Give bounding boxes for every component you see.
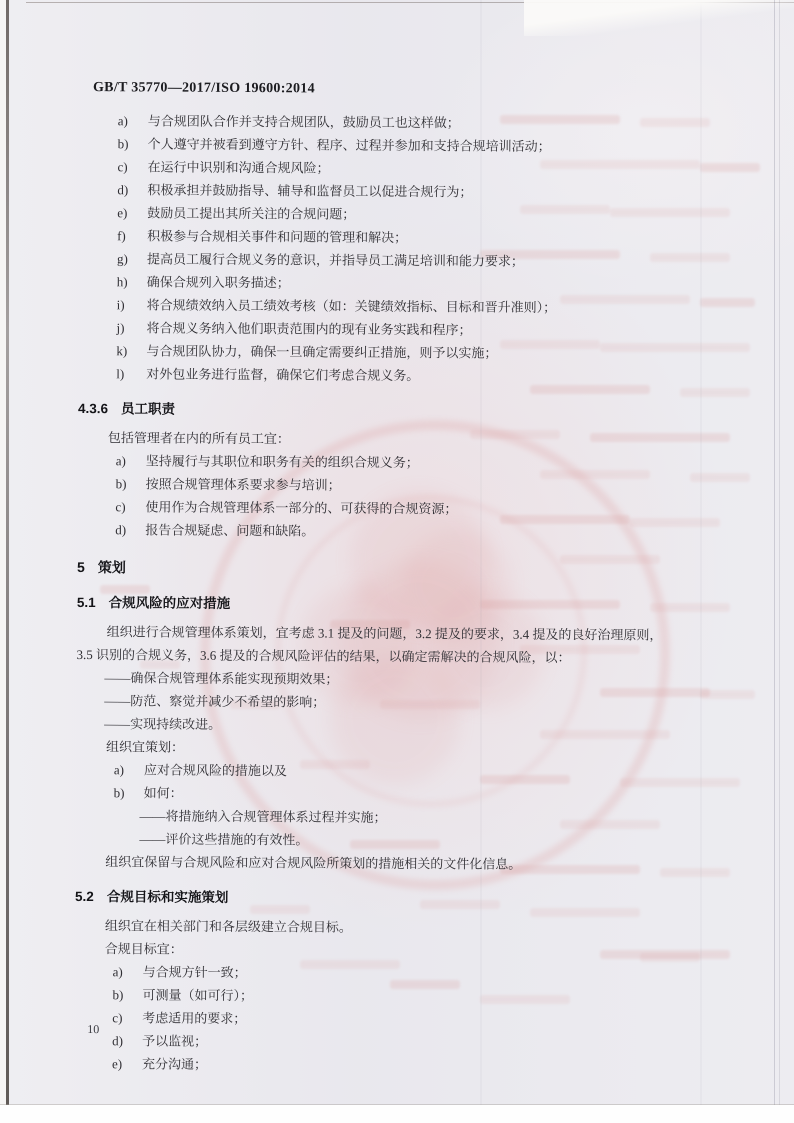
- line-text: ——评价这些措施的有效性。: [139, 831, 309, 848]
- list-item-label: a): [113, 762, 125, 778]
- line-text: 组织宜保留与合规风险和应对合规风险所策划的措施相关的文件化信息。: [105, 854, 522, 872]
- line-text: 报告合规疑虑、问题和缺陷。: [145, 522, 315, 539]
- list-item: [74, 1052, 764, 1079]
- list-item-label: a): [115, 453, 126, 469]
- section-title: 员工职责: [121, 401, 176, 417]
- line-text: 积极参与合规相关事件和问题的管理和解决；: [147, 228, 408, 246]
- line-text: 个人遵守并被看到遵守方针、程序、过程并参加和支持合规培训活动；: [147, 136, 551, 154]
- list-item-label: b): [113, 785, 125, 801]
- text-line: [104, 712, 766, 739]
- line-text: 确保合规列入职务描述；: [146, 274, 290, 291]
- list-item-label: a): [112, 964, 123, 980]
- section-heading: [77, 556, 767, 583]
- section-title: 策划: [97, 559, 126, 576]
- list-item: [78, 362, 768, 389]
- list-item-label: a): [117, 113, 128, 129]
- section-heading: [78, 397, 768, 424]
- line-text: 可测量（如可行）；: [142, 987, 254, 1004]
- list-item-label: l): [116, 366, 125, 382]
- line-text: 3.5 识别的合规义务，3.6 提及的合规风险评估的结果，以确定需解决的合规风险，以：: [76, 646, 571, 666]
- list-item-label: d): [112, 1033, 124, 1049]
- line-text: 使用作为合规管理体系一部分的、可获得的合规资源；: [145, 499, 458, 517]
- scan-bottom-margin: [0, 1105, 794, 1123]
- section-heading: [75, 885, 765, 912]
- list-item-label: b): [115, 476, 127, 492]
- list-item-label: c): [115, 499, 126, 515]
- line-text: 在运行中识别和沟通合规风险；: [147, 159, 330, 176]
- line-text: 提高员工履行合规义务的意识，并指导员工满足培训和能力要求；: [146, 251, 525, 269]
- line-text: ——将措施纳入合规管理体系过程并实施；: [139, 808, 387, 825]
- line-text: 组织进行合规管理体系策划，宜考虑 3.1 提及的问题，3.2 提及的要求，3.4 提及的良好治理原则，: [106, 624, 663, 643]
- list-item-label: d): [117, 182, 129, 198]
- list-item-label: h): [116, 274, 128, 290]
- section-heading: [77, 591, 767, 618]
- text-line: [105, 914, 765, 941]
- list-item-label: e): [117, 205, 128, 221]
- line-text: 如何：: [143, 785, 183, 801]
- line-text: 积极承担并鼓励指导、辅导和监督员工以促进合规行为；: [147, 182, 473, 200]
- line-text: 按照合规管理体系要求参与培训；: [145, 476, 341, 493]
- list-item-label: g): [116, 251, 128, 267]
- line-text: ——实现持续改进。: [104, 716, 222, 732]
- section-number: 5.2: [75, 888, 94, 905]
- list-item-label: k): [116, 343, 128, 359]
- list-item-label: e): [112, 1056, 123, 1072]
- line-text: 将合规义务纳入他们职责范围内的现有业务实践和程序；: [146, 320, 472, 338]
- line-text: 与合规团队协力，确保一旦确定需要纠正措施，则予以实施；: [146, 343, 498, 361]
- line-text: 合规目标宜：: [104, 941, 183, 957]
- list-item-label: b): [117, 136, 129, 152]
- line-text: 坚持履行与其职位和职务有关的组织合规义务；: [145, 453, 419, 471]
- list-item-label: f): [117, 228, 126, 244]
- list-item: [77, 518, 767, 545]
- line-text: 组织宜在相关部门和各层级建立合规目标。: [104, 918, 352, 935]
- line-text: ——防范、察觉并减少不希望的影响；: [104, 693, 326, 710]
- line-text: 包括管理者在内的所有员工宜：: [107, 430, 290, 447]
- line-text: 与合规方针一致；: [142, 964, 247, 981]
- section-title: 合规风险的应对措施: [108, 595, 231, 611]
- standard-number-header: GB/T 35770—2017/ISO 19600:2014: [92, 80, 315, 97]
- line-text: 应对合规风险的措施以及: [143, 762, 287, 779]
- list-item-label: j): [116, 320, 125, 336]
- line-text: 将合规绩效纳入员工绩效考核（如：关键绩效指标、目标和晋升准则）；: [146, 297, 557, 315]
- line-text: 充分沟通；: [142, 1056, 208, 1072]
- line-text: 与合规团队合作并支持合规团队，鼓励员工也这样做；: [147, 113, 460, 131]
- line-text: 予以监视；: [142, 1033, 208, 1049]
- list-item-label: d): [115, 522, 127, 538]
- section-title: 合规目标和实施策划: [106, 889, 229, 905]
- text-line: [105, 850, 765, 877]
- list-item-label: c): [117, 159, 128, 175]
- section-number: 5: [77, 558, 85, 576]
- line-text: ——确保合规管理体系能实现预期效果；: [104, 670, 339, 687]
- section-number: 4.3.6: [78, 400, 109, 417]
- page-number: 10: [87, 1022, 100, 1037]
- list-item-label: b): [112, 987, 124, 1003]
- document-body: [74, 96, 770, 1079]
- list-item-label: i): [116, 297, 125, 313]
- line-text: 鼓励员工提出其所关注的合规问题；: [147, 205, 356, 222]
- line-text: 组织宜策划：: [105, 739, 185, 755]
- line-text: 考虑适用的要求；: [142, 1010, 247, 1027]
- list-item-label: c): [112, 1010, 123, 1026]
- line-text: 对外包业务进行监督，确保它们考虑合规义务。: [146, 366, 420, 384]
- section-number: 5.1: [76, 594, 96, 611]
- list-item: [76, 781, 766, 808]
